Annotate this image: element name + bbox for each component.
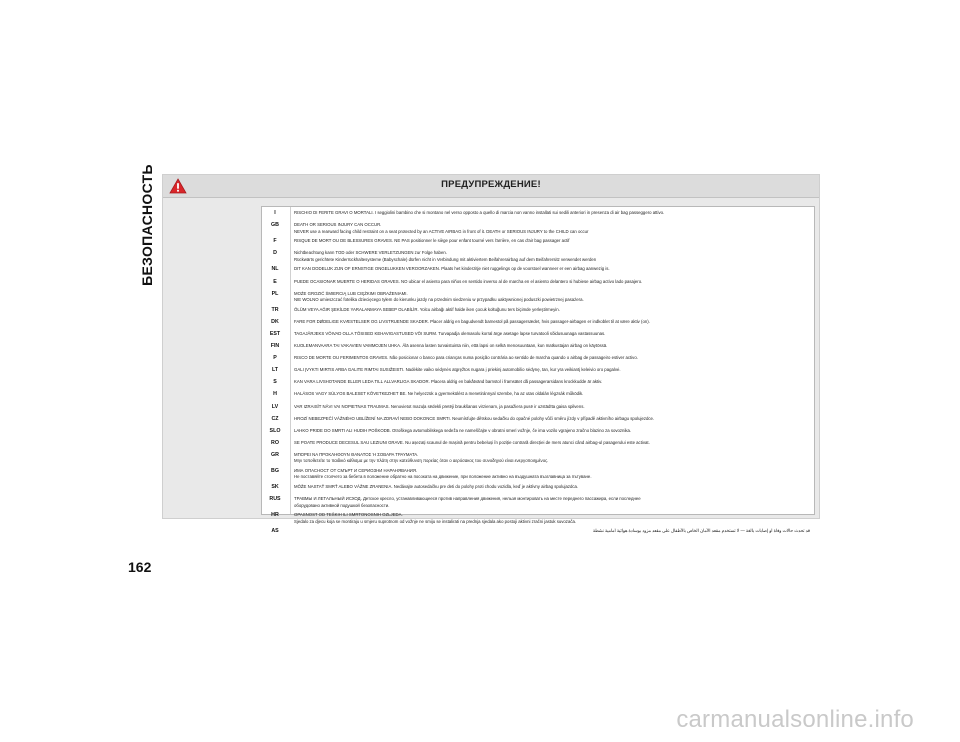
language-code: D: [273, 250, 277, 257]
table-row: [262, 210, 814, 220]
warning-text-line-1: RISCHIO DI FERITE GRAVI O MORTALI. I seggiolini bambino che si montano nel verso opposto a quello di marcia non vanno installati sui sedili anteriori in presenza di air bag passeggero attivo.: [294, 210, 665, 215]
language-code: CZ: [271, 415, 279, 422]
warning-text-line-1: HROZÍ NEBEZPEČÍ VÁŽNÉHO UBLÍŽENÍ NA ZDRAVÍ NEBO DOKONCE SMRTI. Neumísťujte dětskou sedačku do opačné polohy vůči směru jízdy v případě aktivního airbagu spolujezdce.: [294, 415, 655, 421]
language-code: GR: [271, 451, 279, 458]
warning-text-line-1: DEATH OR SERIOUS INJURY CAN OCCUR.: [294, 222, 382, 228]
language-code: I: [274, 210, 276, 216]
warning-text-line-2: NIE WOLNO umieszczać fotelika dziecięcego tyłem do kierunku jazdy na przednim siedzeniu w przypadku uaktywnionej poduszki powietrznej pasażera.: [294, 297, 584, 302]
warning-header: [163, 175, 819, 198]
warning-text-line-2: Не поставяйте столчето за бебета в положение обратно на посоката на движение, при положение активно на въздушната възглавница за пътуване.: [294, 474, 592, 480]
section-side-tab: [136, 164, 158, 286]
warning-text: [294, 367, 810, 373]
language-code: LT: [271, 367, 279, 374]
warning-text-line-1: HALÁSOS VAGY SÚLYOS BALESET KÖVETKEZHET BE. Ne helyezzük a gyermekülést a menetiránnyal szembe, ha az utas oldalán légzsák működik.: [294, 391, 584, 397]
language-code: E: [273, 278, 277, 285]
warning-text: [294, 291, 810, 304]
warning-text: [294, 266, 810, 272]
warning-text-line-2: Sjedalo za djecu koja se montiraju u smjeru suprotnom od vožnje ne smiju se instalirati na prednja sjedala ako postoji aktivni zračni jastuk suvozača.: [294, 518, 577, 524]
warning-text-line-1: FARE FOR DØDELIGE KVÆSTELSER OG LIVSTRUENDE SKADER. Placer aldrig en bagudvendt barnestol på passagersædet, hvis passager-airbagen er indkoblet til at være aktiv (on).: [294, 318, 650, 324]
language-code: AS: [271, 528, 279, 535]
warning-text-line-1: RISCO DE MORTE OU FERIMENTOS GRAVES. Não posicionar o banco para crianças numa posição contrária ao sentido de marcha quando o airbag de passageiro estiver activo.: [294, 355, 638, 361]
warning-text-line-1: قد تحدث حالات وفاة أو إصابات بالغة — لا تستخدم مقعد الأمان الخاص بالأطفال على مقعد مزود بوسادة هوائية أمامية نشطة: [592, 528, 810, 534]
warning-text-line-1: MÔŽE NASTAŤ SMRŤ ALEBO VÁŽNE ZRANENIA. Nedávajte autosedačku pre deti do polohy proti chodu vozidla, keď je aktívny airbag spolujazdca.: [294, 484, 579, 490]
language-code: SK: [271, 484, 279, 491]
table-row: [262, 291, 814, 305]
warning-text: [294, 331, 810, 337]
warning-text-line-2: NEVER use a rearward facing child restraint on a seat protected by an ACTIVE AIRBAG in front of it. DEATH or SERIOUS INJURY to the CHILD can occur: [294, 228, 589, 234]
language-code: NL: [271, 266, 279, 273]
warning-text: [294, 496, 810, 509]
table-row: [262, 343, 814, 353]
language-code: F: [273, 238, 277, 245]
warning-text-line-1: ΜΠΟΡΕΙ ΝΑ ΠΡΟΚΛΗΘΟΥΝ ΘΑΝΑΤΟΣ Ή ΣΟΒΑΡΑ ΤΡΑΥΜΑΤΑ.: [294, 451, 419, 457]
warning-text-line-1: KUOLEMANVAARA TAI VAKAVIEN VAMMOJEN UHKA. Älä asenna lasten turvaistuinta niin, että lapsi on selkä menosuuntaan, kun matkustajan airbag on käytössä.: [294, 343, 608, 348]
language-code: PL: [271, 290, 279, 297]
warning-text-line-2: Rückwärts gerichtete Kinderrückhaltesysteme (Babyschale) dürfen nicht in Verbindung mit aktiviertem Beifahrerairbag auf dem Beifahrersitz verwendet werden: [294, 256, 597, 262]
warning-text-line-1: TAGAJÄRJEKS VÕIVAD OLLA TÕSISED KEHAVIGASTUSED VÕI SURM. Turvapadja olemasolu korral ärge asetage lapse turvatooli sõidusuunaga vastassuunas.: [294, 330, 606, 336]
warning-text-line-1: KAN VARA LIVSHOTANDE ELLER LEDA TILL ALLVARLIGA SKADOR. Placera aldrig en bakåtvänd barnstol i framsätet då passagerarsidans krockkudde är aktiv.: [294, 379, 603, 385]
language-code: P: [273, 355, 277, 362]
warning-text-line-1: Nichtbeachtung kann TOD oder SCHWERE VERLETZUNGEN zur Folge haben.: [294, 250, 447, 256]
language-code: GB: [271, 222, 279, 229]
warning-text-line-1: RISQUE DE MORT OU DE BLESSURES GRAVES. NE PAS positionner le siège pour enfant tourné vers l'arrière, en cas d'air bag passager actif: [294, 238, 570, 244]
warning-text: [294, 307, 810, 313]
language-code: RUS: [269, 496, 281, 503]
warning-text: [294, 222, 810, 235]
table-row: [262, 266, 814, 276]
table-row: [262, 528, 814, 542]
warning-title: ПРЕДУПРЕЖДЕНИЕ!: [441, 179, 541, 190]
page-number: 162: [128, 559, 152, 575]
table-row: [262, 331, 814, 341]
warning-text-line-1: SE POATE PRODUCE DECESUL SAU LEZIUNI GRAVE. Nu așezați scaunul de mașină pentru bebeluși în poziție contrară direcției de mers atunci când airbag-ul pasagerului este activat.: [294, 439, 650, 445]
language-code: HR: [271, 512, 279, 519]
table-row: [262, 512, 814, 526]
table-row: [262, 496, 814, 510]
warning-text: [294, 355, 810, 361]
warning-text-line-1: PUEDE OCASIONAR MUERTE O HERIDAS GRAVES. NO ubicar el asiento para niños en sentido inverso al de marcha en el asiento delantero si hubiese airbag activo lado pasajero.: [294, 278, 643, 284]
table-row: [262, 440, 814, 450]
language-code: DK: [271, 318, 279, 325]
table-row: [262, 468, 814, 482]
table-row: [262, 416, 814, 426]
warning-text: [294, 279, 810, 285]
warning-text: [294, 210, 810, 216]
warning-text: [294, 440, 810, 446]
warning-panel: [162, 174, 820, 535]
table-row: [262, 452, 814, 466]
warning-text-line-1: LAHKO PRIDE DO SMRTI ALI HUDIH POŠKODB. Otroškega avtomobilskega sedeža ne nameščajte v obratni smeri vožnje, če ima vozilo vgrajeno zračno blazino za sovoznika.: [294, 427, 632, 433]
warning-text: [294, 379, 810, 385]
warning-text-line-1: VAR IZRAISĪT NĀVI VAI NOPIETNAS TRAUMAS. Nenovietot mazuļa sēdekli pretēji braukšanas virzienam, ja pasažiera pusē ir uzstādīta gaisa spilvens.: [294, 403, 585, 409]
table-row: [262, 484, 814, 494]
warning-text: [294, 343, 810, 349]
language-code: BG: [271, 468, 279, 474]
table-row: [262, 367, 814, 377]
table-row: [262, 238, 814, 248]
warning-text: [294, 250, 810, 263]
language-code: RO: [271, 439, 279, 446]
table-row: [262, 379, 814, 389]
table-row: [262, 355, 814, 365]
warning-text-line-1: DIT KAN DODELIJK ZIJN OF ERNSTIGE ONGELUKKEN VEROORZAKEN. Plaats het kinderzitje niet ruggelings op de voorstoel wanneer er een airbag aanwezig is.: [294, 266, 610, 272]
warning-text: [294, 391, 810, 397]
table-row: [262, 428, 814, 438]
warning-text: [294, 404, 810, 410]
language-code: FIN: [270, 343, 280, 349]
warning-text-line-1: ИМА ОПАСНОСТ ОТ СМЪРТ И СЕРИОЗНИ НАРАНЯВАНИЯ.: [294, 468, 418, 473]
warning-text-line-1: OPASNOST OD TEŠKIH ILI SMRTONOSNIH OZLJEDA.: [294, 512, 403, 518]
warning-text: [294, 468, 810, 481]
warning-text-line-1: MOŻE GROZIĆ ŚMIERCIĄ LUB CIĘŻKIMI OBRAŻENIAMI.: [294, 290, 408, 296]
language-code: EST: [269, 330, 281, 337]
language-code: S: [273, 379, 277, 386]
language-code: H: [273, 391, 277, 398]
warning-text: [294, 512, 810, 525]
warning-text: [294, 428, 810, 434]
warning-text: [294, 238, 810, 244]
warning-text-line-2: оборудовано активной подушкой безопасности.: [294, 502, 390, 508]
table-row: [262, 404, 814, 414]
warning-text-line-1: ÖLÜM VEYA AĞIR ŞEKİLDE YARALANMAYA SEBEP OLABİLİR. Yolcu airbağı aktif halde iken çocuk koltuğunu ters biçimde yerleştirmeyin.: [294, 306, 560, 312]
language-code: LV: [271, 403, 279, 410]
table-row: [262, 307, 814, 317]
table-row: [262, 250, 814, 264]
warning-text: [294, 452, 810, 465]
watermark: [0, 706, 960, 734]
warning-text-line-2: Μην τοποθετείτε το παιδικό κάθισμα με την πλάτη στην κατεύθυνση πορείας όταν ο αερόσακος του συνοδηγού είναι ενεργοποιημένος.: [294, 458, 549, 464]
warning-text: [294, 528, 810, 534]
warning-text: [294, 319, 810, 325]
airbag-warning-table: [261, 206, 815, 535]
table-row: [262, 319, 814, 329]
section-title: БЕЗОПАСНОСТЬ: [139, 164, 155, 286]
watermark-text: carmanualsonline.info: [676, 706, 914, 733]
table-row: [262, 279, 814, 289]
warning-text-line-1: ТРАВМЫ И ЛЕТАЛЬНЫЙ ИСХОД. Детское кресло, устанавливающееся против направления движения, нельзя монтировать на месте переднего пассажира, если последнее: [294, 496, 641, 502]
table-row: [262, 222, 814, 236]
warning-text: [294, 484, 810, 490]
warning-text: [294, 416, 810, 422]
warning-text-line-1: GALI ĮVYKTI MIRTIS ARBA GALITE RIMTAI SUSIŽEISTI. Nadėkite vaiko sėdynės atgręžtos nugara į priekinį automobilio sėdynę, tan, kur yra veikiantį keleivio oro pagalvė.: [294, 367, 621, 373]
table-row: [262, 391, 814, 401]
language-code: TR: [271, 306, 279, 313]
language-code: SLO: [269, 427, 281, 434]
